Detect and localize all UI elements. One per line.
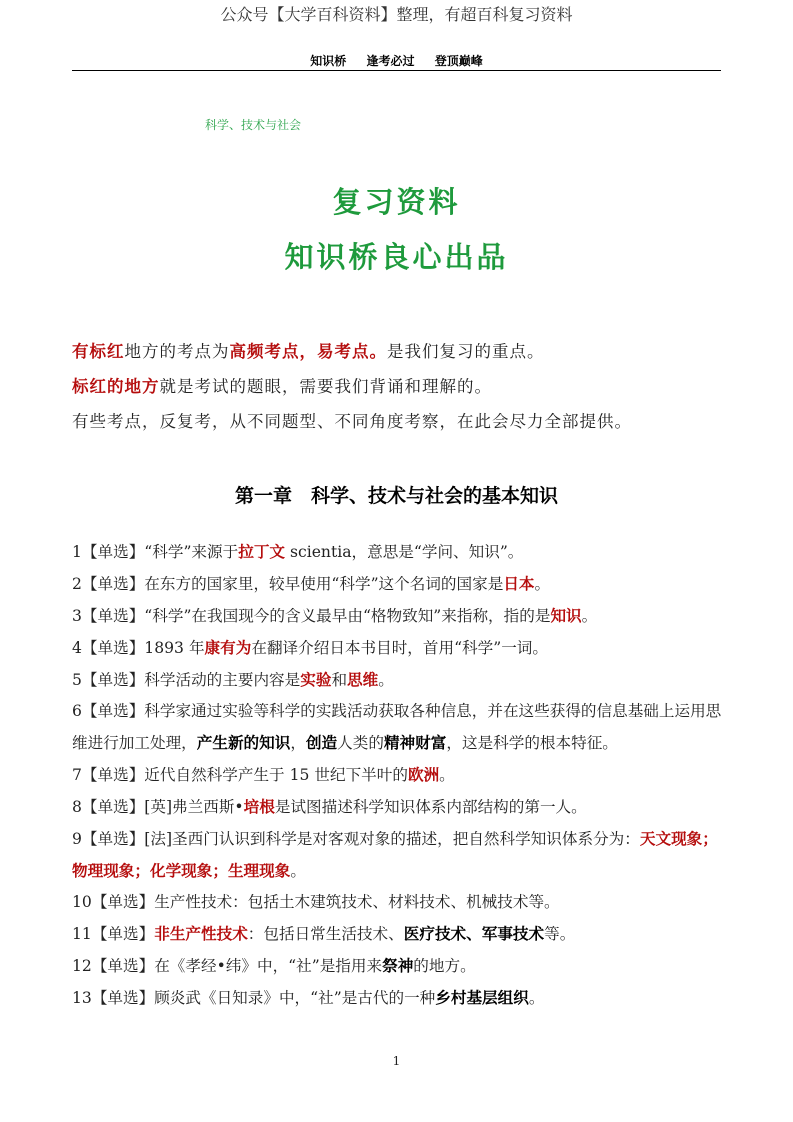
text-run: 5【单选】科学活动的主要内容是 (72, 671, 301, 689)
text-run: 。 (378, 671, 394, 689)
text-run: ， (290, 734, 306, 752)
chapter-heading: 第一章 科学、技术与社会的基本知识 (234, 485, 558, 507)
watermark-banner: 公众号【大学百科资料】整理，有超百科复习资料 (220, 5, 573, 24)
text-run: 。 (534, 575, 551, 593)
highlight-red: 非生产性技术 (154, 924, 248, 943)
running-header (0, 52, 793, 69)
highlight-bold: 祭神 (382, 956, 414, 975)
text-run: 3【单选】“科学”在我国现今的含义最早由“格物致知”来指称，指的是 (72, 607, 551, 625)
text-run: 。 (528, 989, 545, 1007)
question-item (72, 696, 724, 759)
text-run: 有些考点，反复考，从不同题型、不同角度考察，在此会尽力全部提供。 (72, 412, 632, 431)
highlight-red: 培根 (243, 797, 275, 816)
text-run: ：包括日常生活技术、 (247, 925, 404, 943)
intro-line (72, 408, 632, 432)
question-item (72, 791, 724, 823)
text-run: 和 (331, 671, 348, 689)
highlight-red: 有标红 (72, 342, 125, 361)
text-run: 人类的 (337, 734, 384, 752)
text-run: 地方的考点为 (124, 342, 230, 361)
header-slogan-1: 知识桥 (310, 54, 347, 68)
question-item (72, 536, 724, 568)
highlight-bold: 精神财富 (383, 733, 447, 752)
highlight-red: 思维 (347, 670, 379, 689)
highlight-red: 知识 (550, 606, 582, 625)
text-run: scientia，意思是“学问、知识”。 (285, 543, 524, 561)
text-run: 4【单选】1893 年 (72, 639, 205, 657)
doc-subtitle: 知识桥良心出品 (284, 240, 509, 274)
intro-line (72, 338, 545, 362)
question-list (72, 536, 724, 1014)
text-run: 是试图描述科学知识体系内部结构的第一人。 (274, 798, 587, 816)
highlight-bold: 创造 (305, 733, 338, 752)
question-item (72, 664, 724, 696)
highlight-red: 标红的地方 (72, 377, 160, 396)
text-run: 。 (581, 607, 598, 625)
highlight-bold: 乡村基层组织 (435, 988, 529, 1007)
page-number: 1 (392, 1054, 401, 1068)
highlight-red: 欧洲 (407, 765, 440, 784)
question-item (72, 950, 724, 982)
text-run: 。 (290, 862, 306, 880)
question-item (72, 982, 724, 1014)
question-item (72, 632, 724, 664)
highlight-red: 日本 (503, 574, 535, 593)
question-item (72, 823, 724, 887)
question-item (72, 759, 724, 791)
question-item (72, 600, 724, 632)
header-rule (72, 70, 721, 71)
text-run: ，这是科学的根本特征。 (446, 734, 618, 752)
highlight-red: 天文现象；物理现象；化学现象；生理现象 (72, 829, 718, 880)
header-slogan-3: 登顶巅峰 (434, 54, 483, 68)
text-run: 就是考试的题眼，需要我们背诵和理解的。 (159, 377, 492, 396)
text-run: 的地方。 (413, 957, 476, 975)
text-run: 8【单选】[英]弗兰西斯• (72, 798, 244, 816)
question-item (72, 918, 724, 950)
text-run: 9【单选】[法]圣西门认识到科学是对客观对象的描述，把自然科学知识体系分为： (72, 830, 640, 848)
text-run: 是我们复习的重点。 (387, 342, 545, 361)
question-item (72, 887, 724, 918)
highlight-red: 实验 (300, 670, 332, 689)
text-run: 13【单选】顾炎武《日知录》中，“社”是古代的一种 (72, 989, 436, 1007)
text-run: 在翻译介绍日本书目时，首用“科学”一词。 (251, 639, 548, 657)
text-run: 6【单选】科学家通过实验等科学的实践活动获取各种信息，并在这些获得的信息基础上运用思维进行加工处理， (72, 702, 722, 752)
text-run: 10【单选】生产性技术：包括土木建筑技术、材料技术、机械技术等。 (72, 893, 560, 911)
question-item (72, 568, 724, 600)
highlight-bold: 医疗技术、军事技术 (403, 924, 545, 943)
highlight-red: 康有为 (204, 638, 252, 657)
highlight-bold: 产生新的知识 (196, 733, 291, 752)
text-run: 12【单选】在《孝经•纬》中，“社”是指用来 (72, 957, 383, 975)
header-slogan-2: 逢考必过 (366, 54, 415, 68)
text-run: 11【单选】 (72, 925, 155, 943)
doc-title: 复习资料 (332, 185, 461, 219)
subject-label: 科学、技术与社会 (205, 118, 302, 132)
text-run: 2【单选】在东方的国家里，较早使用“科学”这个名词的国家是 (72, 575, 504, 593)
intro-line (72, 373, 492, 397)
text-run: 等。 (544, 925, 576, 943)
text-run: 7【单选】近代自然科学产生于 15 世纪下半叶的 (72, 766, 408, 784)
text-run: 1【单选】“科学”来源于 (72, 543, 239, 561)
highlight-red: 高频考点，易考点。 (229, 342, 387, 361)
highlight-red: 拉丁文 (238, 542, 286, 561)
text-run: 。 (439, 766, 455, 784)
